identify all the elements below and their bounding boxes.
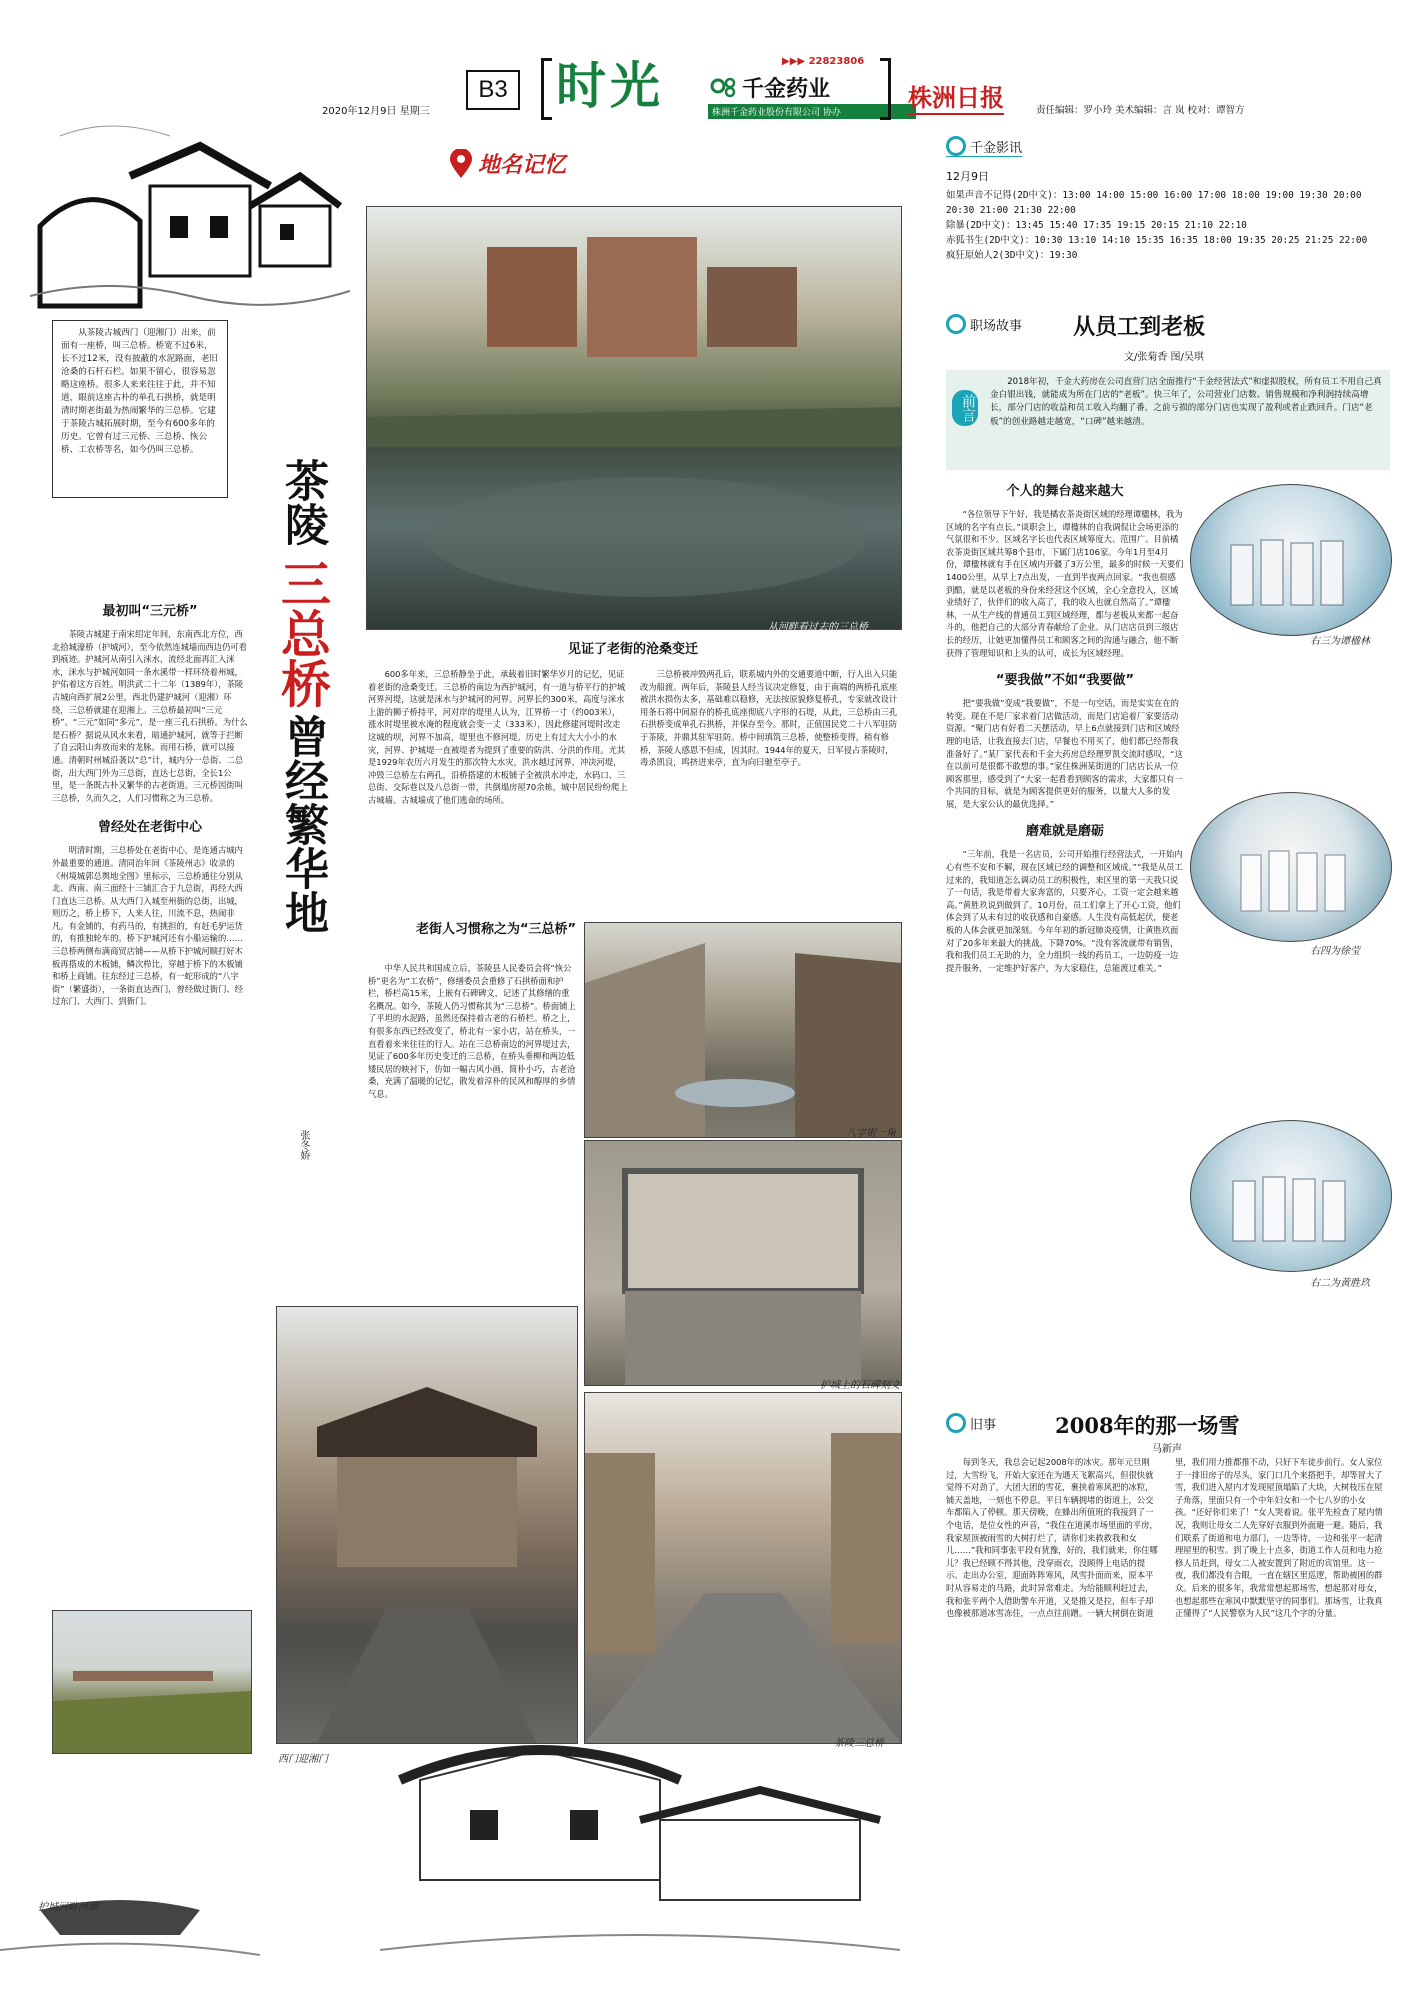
subhead-center: 曾经处在老街中心 xyxy=(97,820,202,836)
section-bracket-left xyxy=(541,58,552,120)
staff-title: 从员工到老板 xyxy=(1073,314,1206,340)
body-witness-b: 三总桥被冲毁两孔后，联系城内外的交通要道中断，行人出入只能改为船渡。两年后，茶陵县人经当议决定修复，由于南端的两桥孔底座被洪水损伤太多，基础难以稳修，无法按原貌修复桥孔，专家就改设计用条石将中间原存的桥孔底座彻底八字形的石堤，从此，三总桥由三孔石拱桥变成单孔石拱桥，并保存至今。那时，正值国民党二十八军驻防于茶陵，并鼎其驻军驻防。桥中间填筑三总桥，使整桥变得，稍有修桥，茶陵人感恩不但成，因其时。1944年的夏天，日军侵占茶陵时，毒杀凯良，鸣挤进来亭，直为向曰驰至亭子。 xyxy=(640,669,898,768)
tag-dot-icon xyxy=(946,136,966,156)
photo-west-gate xyxy=(276,1306,578,1744)
masthead xyxy=(0,0,1420,120)
cinema-line-2: 除暴(2D中文)：13:45 15:40 17:35 19:15 20:15 21:10 22:10 xyxy=(946,220,1247,231)
sponsor-note: 株洲千金药业股份有限公司 协办 xyxy=(708,104,916,119)
photo-bazi-street xyxy=(584,922,902,1138)
snow-title: 2008年的那一场雪 xyxy=(1055,1413,1240,1438)
column-tag-place-memory xyxy=(448,148,566,179)
caption-sanzong-bridge: 茶陵三总桥 xyxy=(834,1738,884,1749)
subhead-want: “要我做”不如“我要做” xyxy=(995,673,1135,689)
body-center: 明清时期，三总桥处在老街中心，是连通古城内外最重要的通道。清同治年间《茶陵州志》收录的《州境城郭总舆地全图》里标示，三总桥通往分别从北、西南、南三面经十三铺汇合于九总街，再经大西门直达三总桥。从大西门入城至州衙的总街，出城，则历之，桥上桥下，人来人往，川流不息，热闹非凡。有金铺的，有药马的，有挑担的，有赶毛驴运货的，有推独轮车的。桥下护城河还有小船运输的……三总桥两侧布满商贸店铺——从桥下护城河顺打好木板再搭成的木板铺，鳞次栉比，穿越于桥下的木板铺和桥上商铺。往东经过三总桥，有一蛇形成的“八字街”（繁盛街），一条街直达西门，曾经做过衙门、经过东门、大西门、到衙门。 xyxy=(52,845,243,1007)
ink-boat-illustration xyxy=(0,1760,260,1994)
subhead-habit: 老街人习惯称之为“三总桥” xyxy=(415,922,577,937)
section-bracket-right xyxy=(880,58,891,120)
title-part-a: 茶陵 xyxy=(277,458,328,546)
photo-stone-tablet xyxy=(584,1140,902,1386)
caption-staff-2: 右四为徐莹 xyxy=(1310,946,1360,957)
page-code: B3 xyxy=(466,70,520,110)
subhead-witness: 见证了老街的沧桑变迁 xyxy=(567,642,698,657)
snow-tag xyxy=(946,1413,996,1433)
story-byline: 张冬娇 xyxy=(298,1130,309,1160)
staff-byline: 文/张菊香 图/吴琪 xyxy=(1124,352,1204,363)
middle-habit-column xyxy=(368,962,576,1302)
editors: 责任编辑：罗小玲 美术编辑：言 岚 校对：谭智方 xyxy=(1036,105,1245,116)
photo-sanzong-bridge xyxy=(584,1392,902,1744)
cinema-section xyxy=(946,136,1390,284)
body-snow: 每到冬天，我总会记起2008年的冰灾。那年元旦刚过，大雪纷飞，开始大家还在为遇天飞絮高兴，但很快就觉得不对劲了，大团大团的雪花，裹挟着寒风把的冰粒，铺天盖地，一刻也不停息。平日车辆拥堵的街道上，公交车都陷入了停顿。那天傍晚，在蜂出所值班的我接到了一个电话，是位女性的声音，“我住在道溪市场里面的平房，我家屋顶被雨雪的大树打烂了，请你们来救救我和女儿……”我和同事张平段有犹豫，好的，我们就来，你住哪儿？我已经顾不得其他，没穿雨衣，没顾得上电话的提示。走出办公室，迎面阵阵寒风，风雪扑面而来，原本平时从容易走的马路，此时异常难走。为给能顺利赶过去，我和张平两个人借助警车开道，又是推又是拉，但车子却也像被那道冰雪冻住，一点点往前蹭。一辆大树倒在街道里，我们用力推都推不动，只好下车徒步前行。女人家位于一排旧房子的尽头，家门口几个来搭把手，却等冒大了雪，我们进入屋内才发现屋顶塌陷了大块，大树枝压在屋子角落，里面只有一个中年妇女和一个七八岁的小女孩。“还好你们来了！”女人哭着说。张平先检查了屋内情况，我则让母女二人先穿好衣服到外面避一避。随后，我们联系了街道和电力部门，一边等待，一边和张平一起清理屋里的积雪。到了晚上十点多，街道工作人员和电力抢修人员赶到，母女二人被安置到了附近的宾馆里。这一夜，我们都没有合眼，一直在辖区里巡逻，帮助被困的群众。后来的很多年，我常常想起那场雪，想起那对母女，也想起那些在寒风中默默坚守的同事们。那场雪，让我真正懂得了“人民警察为人民”这几个字的分量。 xyxy=(946,1457,1383,1619)
snow-byline: 马新声 xyxy=(1152,1444,1182,1455)
staff-column xyxy=(946,480,1184,1420)
location-pin-icon xyxy=(448,149,474,179)
staff-story-header xyxy=(946,310,1390,341)
subhead-stage: 个人的舞台越来越大 xyxy=(1006,484,1124,499)
photo-staff-2 xyxy=(1190,792,1392,942)
photo-staff-1 xyxy=(1190,484,1392,636)
left-column xyxy=(52,600,248,1610)
lead-box xyxy=(52,320,228,498)
caption-bridge-river: 从河畔看过去的三总桥 xyxy=(768,622,868,633)
body-sanyuan: 茶陵古城建于南宋绍定年间，东南西北方位，西北拾城濠桥（护城河），至今依然连城墙而西边仍可看到痕迹。护城河从南引入洣水，流经北面再汇入洣水，洣水与护城河如同一条水溪带一样环绕着州城，护佑着这方百姓。明洪武二十二年（1389年），茶陵古城向西扩展2公里，西北仍建护城河（迎湘）环绕，三总桥就建在迎湘上。三总桥最初叫“三元桥”。“三元”如同“多元”，是一座三孔石拱桥。为什么是石桥？据说从风水来看，暗通护城河，就等于拦断了自云阳山奔放而来的龙脉。而用石桥，就可以接通。清朝时州城沿袭以“总”计，城内分一总街、二总街，出大西门外为三总街，直达七总街，全长1公里，是一条既古朴又繁华的古老街道。三元桥因街叫三总桥，久而久之，人们习惯称之为三总桥。 xyxy=(52,629,248,803)
photo-moat-bank xyxy=(52,1610,252,1754)
tag-dot-icon xyxy=(946,314,966,334)
preface-text: 2018年初，千金大药房在公司直营门店全面推行“千金经营法式”和虚拟股权，所有员工不用自己真金白银出钱，就能成为所在门店的“老板”。快三年了，公司营业门店数、销售规模和净利润持续高增长，部分门店的收益和员工收入均翻了番，之前亏损的部分门店也实现了盈利或者止跌回升。门店“老板”的创业路越走越宽，“口碑”越来越清。 xyxy=(990,377,1382,427)
ink-house-illustration xyxy=(380,1700,900,1980)
middle-right-column xyxy=(640,668,900,918)
body-hardship: “三年前，我是一名店员，公司开始推行经营法式，一开始内心有些不安和不解，现在区域已经的调整和区域成。”“我是从员工过来的，我知道怎么调动员工的积极性，来区里的第一天我只说了一句话，我是带着大家奔富的，只要齐心，工资一定会越来越高。”黄胜玖说到做到了。10月份，员工们拿上了开心工资，他们体会到了从未有过的收获感和自豪感。人生没有高低起伏，便老板的人体会就更加深刻。今年年初的新冠肺炎疫情，让黄胜玖面对了20多年来最大的挑战。下降70%。“没有客流就带有销售，我和我们员工无助的力，全力组织一线的药员工，一边防疫一边提升服务，一定维护好客户，为大家稳住，总能渡过难关。” xyxy=(946,849,1183,973)
paper-logo: 株洲日报 xyxy=(908,78,1004,115)
snow-story-header xyxy=(946,1410,1390,1440)
caption-moat-bank: 护城河畔河坝 xyxy=(38,1902,98,1913)
section-title: 时光 xyxy=(556,57,664,115)
staff-preface-box xyxy=(946,370,1390,470)
staff-tag-label: 职场故事 xyxy=(970,318,1023,334)
caption-staff-1: 右三为谭楹林 xyxy=(1310,636,1370,647)
cinema-date: 12月9日 xyxy=(946,170,989,183)
body-stage: “各位领导下午好，我是橘农茶炎街区域的经理谭楹林，我为区域的名字有点长。”谈职会上，谭楹林的自我调侃让会场更添的气氛很和不少。区域名字长也代表区域筹度大、范围广。目前橘农茶炎街区域共筹8个县市，下属门店106家。今年1月至4月份，谭楹林就有手在区域内开疆了3万公里，最多的时候一天要们1400公里，从早上7点出发，一直到半夜两点回家。“我也很感到酷，就是以老板的身份来经营这个区域，全心全意投入，区域业绩好了，伙伴们的收入高了，我的收入也就自然高了。”谭楹林，一从生产线的普通员工到区域经理，都与老板从来都一起奋斗的，他把自己的大部分青春献给了企业。从门店店员到三级店长的经历，让她更加懂得员工和顾客之间的沟通与融合，他不断获得了管理知识和上头的认可，成长为区域经理。 xyxy=(946,509,1184,658)
cinema-line-1: 如果声音不记得(2D中文)：13:00 14:00 15:00 16:00 17:00 18:00 19:00 19:30 20:00 20:30 21:00 21:30 22:00 xyxy=(946,190,1362,216)
sponsor-phone xyxy=(782,56,864,67)
subhead-hardship: 磨难就是磨砺 xyxy=(1025,824,1104,840)
photo-bridge-river xyxy=(366,206,902,630)
sponsor-name: 千金药业 xyxy=(742,77,831,102)
story-title xyxy=(272,458,332,934)
lead-text: 从茶陵古城西门（迎湘门）出来，前面有一座桥，叫三总桥。桥宽不过6米，长不过12米，没有披蔽的水泥路面，老旧沧桑的石杆石栏。如果不留心，很容易忽略这座桥。很多人来来往往于此，并不知道，眼前这座古朴的单孔石拱桥，就是明清时期老街最为热闹繁华的三总桥。它建于茶陵古城拓展时期，至今有600多年的历史。它曾有过三元桥、三总桥、恢公桥、工农桥等名，如今仍叫三总桥。 xyxy=(61,328,219,455)
cinema-tag-label: 千金影讯 xyxy=(970,140,1023,156)
snow-column xyxy=(946,1456,1390,1976)
sponsor-phone-number: 22823806 xyxy=(808,56,865,67)
caption-stone-tablet: 护城上的石碑刻文 xyxy=(820,1380,900,1391)
body-habit: 中华人民共和国成立后，茶陵县人民委员会将“恢公桥”更名为“工农桥”，修缮委员会重修了石拱桥面和护栏，桥栏高15米，上嵌有石碑碑文，记述了其修缮的重名概况。如今，茶陵人仍习惯称其为“三总桥”。桥面铺上了平坦的水泥路，虽然还保持着古老的石桥栏。桥之上，有很多东西已经改变了，桥北有一家小店，站在桥头，一直看着来来往往的行人。站在三总桥南边的河界堤过去，见证了600多年历史变迁的三总桥，在桥头垂柳和两边低矮民居的映衬下，仿如一幅古风小画，简朴小巧，古老沧桑，充满了温暖的记忆，散发着淳朴的民风和醇厚的乡情气息。 xyxy=(368,963,576,1099)
title-part-c: 曾经繁华地 xyxy=(277,714,328,934)
cinema-line-4: 疯狂原始人2(3D中文)：19:30 xyxy=(946,250,1078,261)
cinema-line-3: 赤狐书生(2D中文)：10:30 13:10 14:10 15:35 16:35 18:00 19:35 20:25 21:25 22:00 xyxy=(946,235,1368,246)
column-tag-label: 地名记忆 xyxy=(478,153,567,178)
staff-tag xyxy=(946,314,1022,334)
sponsor-logo-icon xyxy=(710,74,740,98)
snow-tag-label: 旧事 xyxy=(970,1417,997,1433)
middle-left-column xyxy=(368,668,628,918)
tag-dot-icon xyxy=(946,1413,966,1433)
arrow-icon: ▶▶▶ xyxy=(782,56,806,67)
ink-village-illustration xyxy=(30,106,350,316)
subhead-sanyuan: 最初叫“三元桥” xyxy=(102,604,198,619)
title-part-b: 三总桥 xyxy=(273,558,332,708)
caption-bazi-street: 八字街一角 xyxy=(846,1128,896,1139)
preface-tag: 前言 xyxy=(952,390,978,426)
cinema-tag xyxy=(946,136,1022,157)
body-want: 把“要我做”变成“我要做”，不是一句空话，而是实实在在的转变。现在不是厂家求着门店做活动，而是门店追着厂家要活动资源。“聚门店有好看二天摆活动，早上6点就接到门店和区域经理的电话，让我直接去门店，早餐也不用买了，他们都已经帮我准备好了。”某厂家代表和千金大药房总经理罗凯交流时感叹，“这在以前可是很都不敢想的事。”家住株洲某街道的门店店长从一位顾客那里，感受到了“大家一起看看到顾客的需求，大家都只有一个共同的目标，就是为顾客提供更好的服务，以量大人多的发展，是大家公认的最优选择。” xyxy=(946,698,1183,809)
body-witness-a: 600多年来，三总桥静坐于此，承载着旧时繁华岁月的记忆，见证着老街的沧桑变迁。三总桥的南边为西护城河，有一道与桥平行的护城河界河堤，这就是洣水与护城河的河界。河界长约300米，高度与洣水上游的狮子桥持平，河对岸的堤里人认为，江界桥一寸（约003米），涨水时堤里被水淹的程度就会变一丈（333米），因此修建河堤时改走这城的坝，河界不加高，堤里也不修河堤。历史上有过大大小小的水灾，河界、护城堤一直被堤者为提到了重要的防洪、分洪的作用。尤其是1929年农历六月发生的那次特大水灾，洪水越过河界，冲决河堤，冲毁三总桥左右两孔，沿桥搭建的木板铺子全被洪水冲走，水码口、三总街、交际巷以及八总街一带，共倒塌房屋70余栋，城中居民纷纷爬上古城墙。古城墙成了他们逃命的场所。 xyxy=(368,669,628,805)
caption-staff-3: 右二为黄胜玖 xyxy=(1310,1278,1370,1289)
date-line: 2020年12月9日 星期三 xyxy=(322,106,430,117)
photo-staff-3 xyxy=(1190,1120,1392,1272)
caption-west-gate: 西门迎湘门 xyxy=(278,1754,328,1765)
